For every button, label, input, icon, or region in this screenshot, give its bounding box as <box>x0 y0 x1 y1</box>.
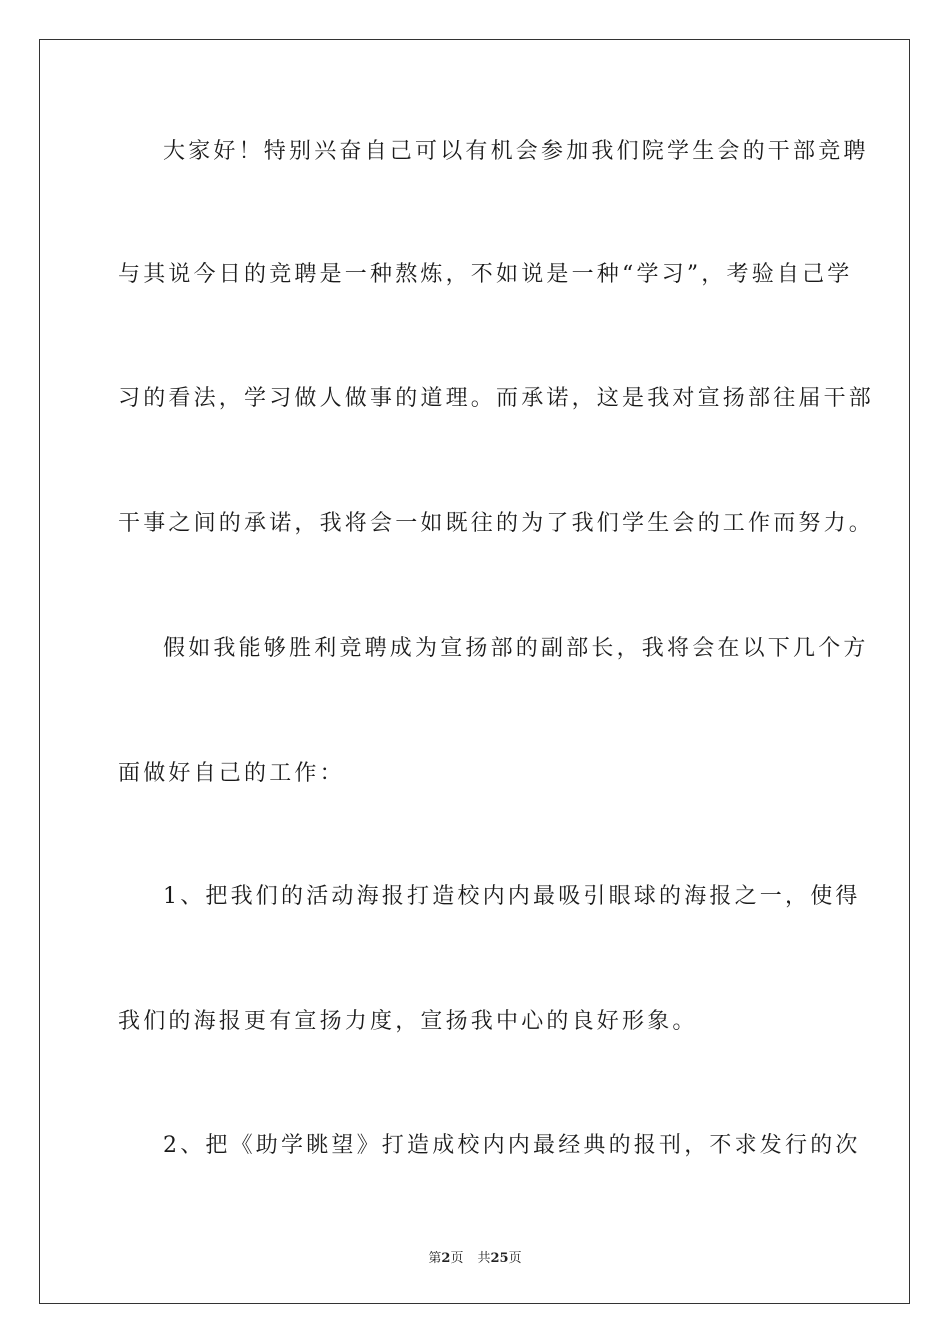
total-pages: 25 <box>490 1251 509 1266</box>
text-line: 假如我能够胜利竞聘成为宣扬部的副部长，我将会在以下几个方 <box>163 636 869 661</box>
page-suffix: 页 <box>450 1251 464 1266</box>
text-line: 我们的海报更有宣扬力度，宣扬我中心的良好形象。 <box>118 1009 698 1034</box>
total-suffix: 页 <box>508 1251 522 1266</box>
text-line: 习的看法，学习做人做事的道理。而承诺，这是我对宣扬部往届干部 <box>118 386 875 411</box>
page-number: 2 <box>441 1251 451 1266</box>
page-prefix: 第 <box>428 1251 442 1266</box>
text-line: 1、把我们的活动海报打造校内内最吸引眼球的海报之一，使得 <box>163 884 861 909</box>
text-line: 干事之间的承诺，我将会一如既往的为了我们学生会的工作而努力。 <box>118 511 875 536</box>
text-line: 面做好自己的工作： <box>118 761 345 786</box>
text-line: 与其说今日的竞聘是一种熬炼，不如说是一种“学习”，考验自己学 <box>118 262 853 287</box>
page-footer <box>0 1247 950 1266</box>
text-line: 大家好！特别兴奋自己可以有机会参加我们院学生会的干部竞聘 <box>163 139 869 164</box>
text-line: 2、把《助学眺望》打造成校内内最经典的报刊，不求发行的次 <box>163 1133 861 1158</box>
total-prefix: 共 <box>477 1251 491 1266</box>
